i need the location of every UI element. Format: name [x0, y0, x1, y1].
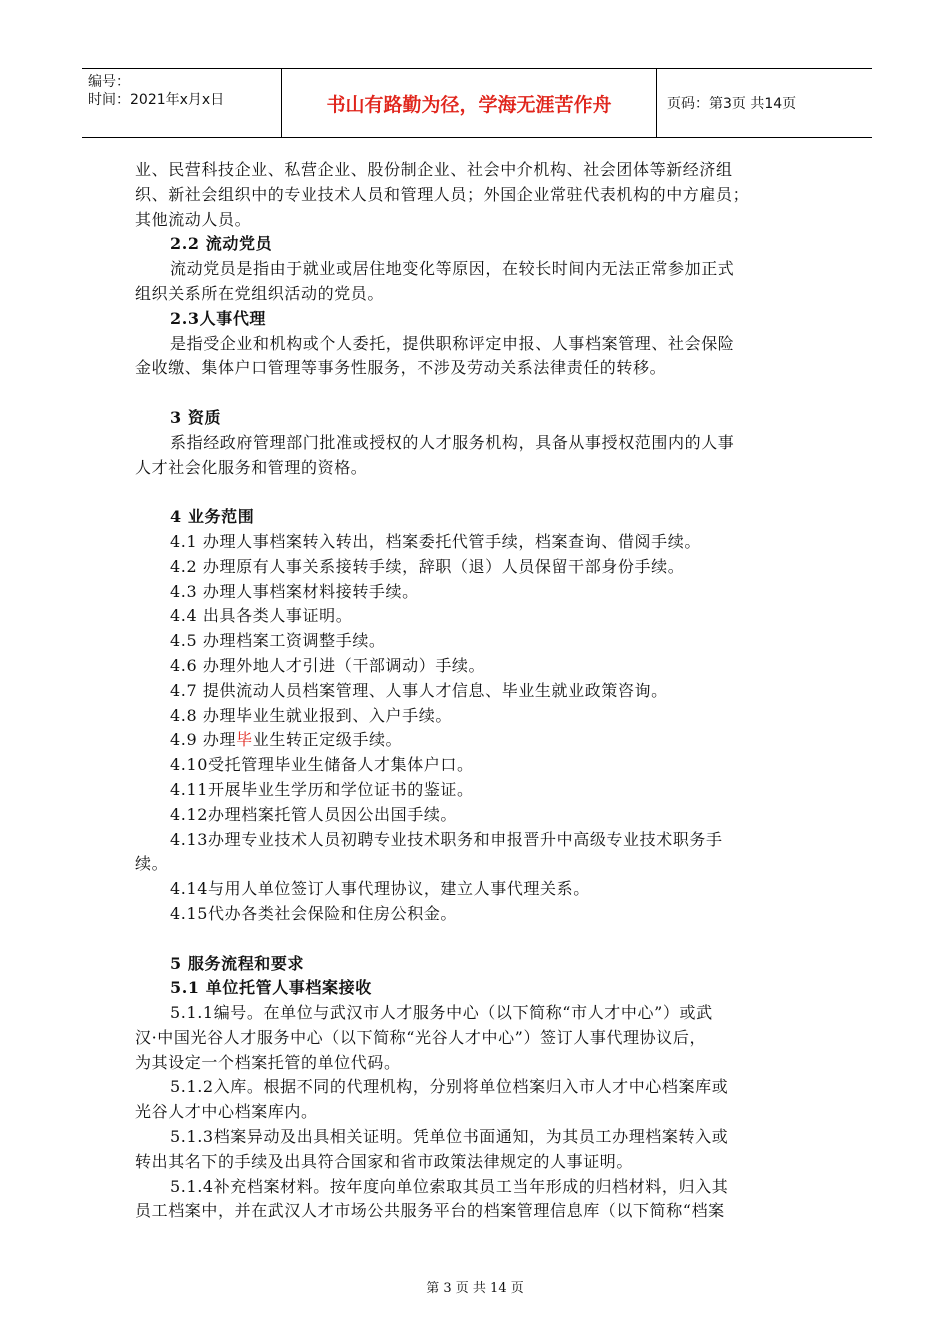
section-heading-5: 5 服务流程和要求 — [170, 953, 305, 973]
list-item: 4.14与用人单位签订人事代理协议，建立人事代理关系。 — [170, 879, 590, 899]
list-item: 4.5 办理档案工资调整手续。 — [170, 631, 386, 651]
body-line: 业、民营科技企业、私营企业、股份制企业、社会中介机构、社会团体等新经济组 — [135, 160, 733, 179]
body-line: 5.1.1编号。在单位与武汉市人才服务中心（以下简称“市人才中心”）或武 — [170, 1003, 713, 1023]
body-line: 其他流动人员。 — [135, 209, 252, 229]
section-heading-5-1: 5.1 单位托管人事档案接收 — [170, 978, 372, 998]
list-item: 4.2 办理原有人事关系接转手续，辞职（退）人员保留干部身份手续。 — [170, 556, 685, 576]
header-page-number: 页码：第3页 共14页 — [667, 96, 797, 112]
page-footer: 第 3 页 共 14 页 — [426, 1281, 524, 1296]
list-item: 4.4 出具各类人事证明。 — [170, 606, 353, 626]
body-line: 人才社会化服务和管理的资格。 — [135, 457, 368, 477]
body-line: 织、新社会组织中的专业技术人员和管理人员；外国企业常驻代表机构的中方雇员； — [135, 184, 750, 204]
list-item: 4.1 办理人事档案转入转出，档案委托代管手续，档案查询、借阅手续。 — [170, 531, 701, 551]
document-number-label: 编号： — [88, 74, 130, 90]
document-body — [135, 158, 835, 1224]
body-line: 系指经政府管理部门批准或授权的人才服务机构，具备从事授权范围内的人事 — [170, 432, 735, 452]
list-item: 4.3 办理人事档案材料接转手续。 — [170, 581, 419, 601]
body-line: 员工档案中，并在武汉人才市场公共服务平台的档案管理信息库（以下简称“档案 — [135, 1201, 725, 1221]
list-item-text: 业生转正定级手续。 — [252, 730, 403, 750]
body-line: 5.1.4补充档案材料。按年度向单位索取其员工当年形成的归档材料，归入其 — [170, 1176, 729, 1196]
body-line: 流动党员是指由于就业或居住地变化等原因，在较长时间内无法正常参加正式 — [170, 259, 735, 279]
body-line: 汉·中国光谷人才服务中心（以下简称“光谷人才中心”）签订人事代理协议后， — [135, 1027, 707, 1047]
body-line: 光谷人才中心档案库内。 — [135, 1102, 318, 1122]
header-motto: 书山有路勤为径，学海无涯苦作舟 — [282, 69, 657, 137]
section-heading-3: 3 资质 — [170, 407, 222, 427]
list-item — [135, 728, 835, 753]
body-line: 组织关系所在党组织活动的党员。 — [135, 283, 385, 303]
body-line: 5.1.3档案异动及出具相关证明。凭单位书面通知，为其员工办理档案转入或 — [170, 1127, 729, 1147]
list-item: 4.11开展毕业生学历和学位证书的鉴证。 — [170, 779, 474, 799]
list-item: 4.10受托管理毕业生储备人才集体户口。 — [170, 755, 474, 775]
body-line: 续。 — [135, 854, 169, 874]
body-line: 金收缴、集体户口管理等事务性服务，不涉及劳动关系法律责任的转移。 — [135, 358, 667, 378]
section-heading-2-2: 2.2 流动党员 — [170, 234, 273, 254]
body-line: 是指受企业和机构或个人委托，提供职称评定申报、人事档案管理、社会保险 — [170, 333, 735, 353]
highlighted-character: 毕 — [236, 730, 253, 750]
body-line: 转出其名下的手续及出具符合国家和省市政策法律规定的人事证明。 — [135, 1151, 634, 1171]
list-item: 4.13办理专业技术人员初聘专业技术职务和申报晋升中高级专业技术职务手 — [170, 829, 723, 849]
list-item: 4.6 办理外地人才引进（干部调动）手续。 — [170, 655, 486, 675]
body-line: 为其设定一个档案托管的单位代码。 — [135, 1052, 401, 1072]
list-item: 4.7 提供流动人员档案管理、人事人才信息、毕业生就业政策咨询。 — [170, 680, 668, 700]
list-item: 4.8 办理毕业生就业报到、入户手续。 — [170, 705, 452, 725]
list-item-text: 4.9 办理 — [170, 730, 237, 750]
page-header — [82, 68, 872, 138]
document-date: 时间：2021年x月x日 — [88, 92, 225, 108]
section-heading-4: 4 业务范围 — [170, 507, 255, 527]
list-item: 4.12办理档案托管人员因公出国手续。 — [170, 804, 458, 824]
header-meta — [82, 69, 282, 137]
section-heading-2-3: 2.3人事代理 — [170, 308, 267, 328]
body-line: 5.1.2入库。根据不同的代理机构，分别将单位档案归入市人才中心档案库或 — [170, 1077, 729, 1097]
list-item: 4.15代办各类社会保险和住房公积金。 — [170, 903, 458, 923]
